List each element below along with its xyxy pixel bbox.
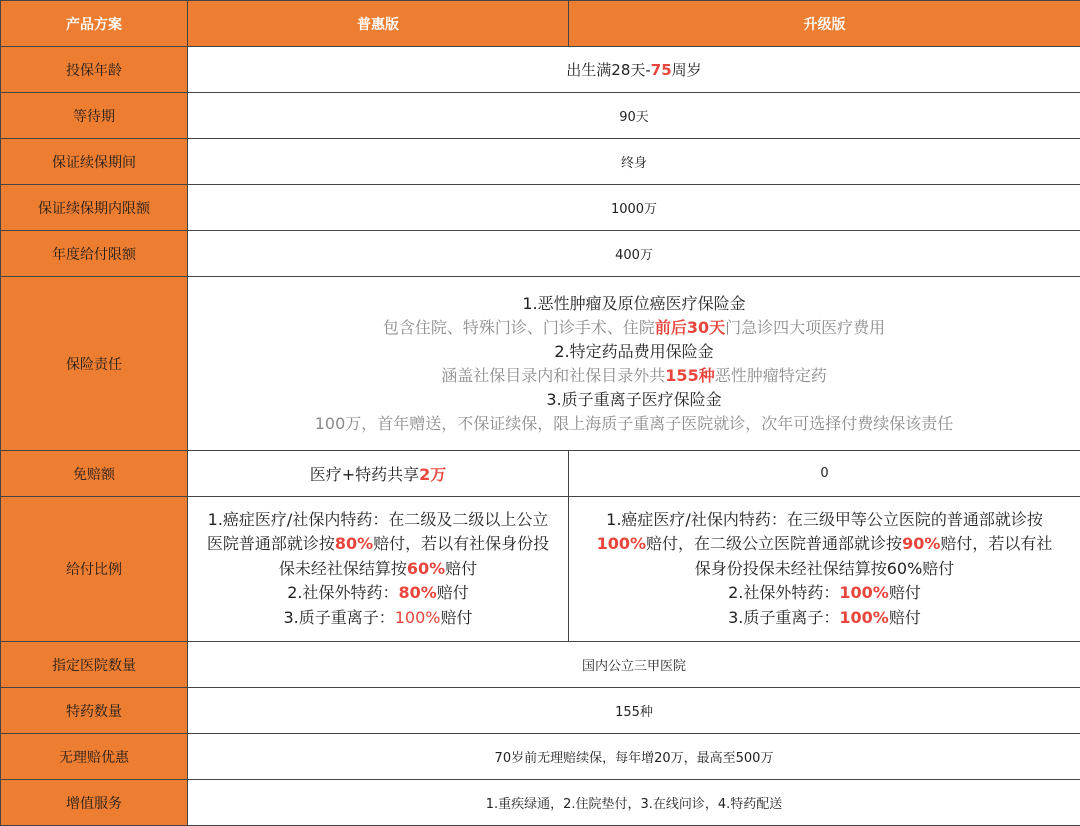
row-label-payout: 给付比例 (1, 497, 188, 642)
payout-upgrade-line5 (569, 606, 1080, 631)
coverage-item2-desc-post: 恶性肿瘤特定药 (715, 366, 827, 385)
row-age (1, 47, 1080, 93)
payout-basic-line5-highlight: 100% (395, 608, 441, 627)
payout-basic-line1: 1.癌症医疗/社保内特药：在二级及二级以上公立 (188, 508, 568, 533)
payout-basic-line3-highlight: 60% (407, 559, 445, 578)
coverage-item2-desc-pre: 涵盖社保目录内和社保目录外共 (441, 366, 665, 385)
row-label-renewal-limit: 保证续保期内限额 (1, 185, 188, 231)
coverage-item1-desc-post: 门急诊四大项医疗费用 (725, 318, 885, 337)
payout-basic-line2-highlight: 80% (335, 534, 373, 553)
deductible-basic-pre: 医疗+特药共享 (310, 465, 419, 484)
row-label-waiting: 等待期 (1, 93, 188, 139)
payout-upgrade-line2-highlight2: 90% (902, 534, 940, 553)
annual-limit-value: 400万 (188, 231, 1080, 277)
renewal-limit-value: 1000万 (188, 185, 1080, 231)
header-row (1, 1, 1080, 47)
deductible-upgrade: 0 (569, 451, 1080, 497)
row-payout (1, 497, 1080, 642)
payout-basic-line2-post: 赔付，若以有社保身份投 (373, 534, 549, 553)
row-label-annual-limit: 年度给付限额 (1, 231, 188, 277)
payout-basic-line4 (188, 581, 568, 606)
age-value-highlight: 75 (651, 61, 672, 79)
payout-upgrade (569, 497, 1080, 642)
row-drugs (1, 688, 1080, 734)
payout-upgrade-line5-highlight: 100% (839, 608, 888, 627)
row-annual-limit (1, 231, 1080, 277)
payout-upgrade-line1: 1.癌症医疗/社保内特药：在三级甲等公立医院的普通部就诊按 (569, 508, 1080, 533)
payout-upgrade-line5-pre: 3.质子重离子： (728, 608, 839, 627)
row-label-coverage: 保险责任 (1, 277, 188, 451)
payout-upgrade-line2-mid: 赔付，在二级公立医院普通部就诊按 (646, 534, 902, 553)
row-coverage (1, 277, 1080, 451)
row-label-age: 投保年龄 (1, 47, 188, 93)
no-claim-value: 70岁前无理赔续保，每年增20万，最高至500万 (188, 734, 1080, 780)
payout-basic (188, 497, 569, 642)
age-value-pre: 出生满28天- (566, 61, 651, 79)
renewal-value: 终身 (188, 139, 1080, 185)
coverage-item1-desc-pre: 包含住院、特殊门诊、门诊手术、住院 (383, 318, 655, 337)
payout-basic-line3-pre: 保未经社保结算按 (279, 559, 407, 578)
coverage-item2-desc-highlight: 155种 (665, 366, 714, 385)
header-plan-upgrade: 升级版 (569, 1, 1080, 47)
row-renewal-limit (1, 185, 1080, 231)
row-label-no-claim: 无理赔优惠 (1, 734, 188, 780)
payout-basic-line3 (188, 557, 568, 582)
payout-basic-line2-pre: 医院普通部就诊按 (207, 534, 335, 553)
payout-upgrade-line4-post: 赔付 (889, 583, 921, 602)
hospitals-value: 国内公立三甲医院 (188, 642, 1080, 688)
payout-basic-line2 (188, 532, 568, 557)
coverage-item1-title: 1.恶性肿瘤及原位癌医疗保险金 (188, 292, 1080, 316)
coverage-value (188, 277, 1080, 451)
payout-basic-line5 (188, 606, 568, 631)
row-label-renewal: 保证续保期间 (1, 139, 188, 185)
coverage-item1-desc (188, 316, 1080, 340)
payout-basic-line4-highlight: 80% (398, 583, 436, 602)
coverage-item2-desc (188, 364, 1080, 388)
payout-upgrade-line4 (569, 581, 1080, 606)
header-label: 产品方案 (1, 1, 188, 47)
row-hospitals (1, 642, 1080, 688)
waiting-value: 90天 (188, 93, 1080, 139)
coverage-item2-title: 2.特定药品费用保险金 (188, 340, 1080, 364)
services-value: 1.重疾绿通，2.住院垫付，3.在线问诊，4.特药配送 (188, 780, 1080, 826)
coverage-item3-desc: 100万，首年赠送，不保证续保，限上海质子重离子医院就诊，次年可选择付费续保该责任 (188, 412, 1080, 436)
row-waiting (1, 93, 1080, 139)
payout-basic-line4-pre: 2.社保外特药： (287, 583, 398, 602)
row-label-services: 增值服务 (1, 780, 188, 826)
coverage-item3-title: 3.质子重离子医疗保险金 (188, 388, 1080, 412)
age-value-post: 周岁 (672, 61, 702, 79)
row-no-claim (1, 734, 1080, 780)
payout-upgrade-line2 (569, 532, 1080, 557)
payout-basic-line4-post: 赔付 (437, 583, 469, 602)
deductible-basic-highlight: 2万 (419, 465, 446, 484)
payout-upgrade-line2-post: 赔付，若以有社 (940, 534, 1052, 553)
row-label-drugs: 特药数量 (1, 688, 188, 734)
payout-basic-line3-post: 赔付 (445, 559, 477, 578)
payout-upgrade-line2-highlight1: 100% (597, 534, 646, 553)
payout-upgrade-line4-pre: 2.社保外特药： (728, 583, 839, 602)
row-label-hospitals: 指定医院数量 (1, 642, 188, 688)
deductible-basic (188, 451, 569, 497)
row-renewal (1, 139, 1080, 185)
age-value (188, 47, 1080, 93)
row-services (1, 780, 1080, 826)
payout-basic-line5-pre: 3.质子重离子： (283, 608, 394, 627)
payout-upgrade-line4-highlight: 100% (839, 583, 888, 602)
header-plan-basic: 普惠版 (188, 1, 569, 47)
row-label-deductible: 免赔额 (1, 451, 188, 497)
drugs-value: 155种 (188, 688, 1080, 734)
payout-upgrade-line3: 保身份投保未经社保结算按60%赔付 (569, 557, 1080, 582)
payout-basic-line5-post: 赔付 (441, 608, 473, 627)
row-deductible (1, 451, 1080, 497)
payout-upgrade-line5-post: 赔付 (889, 608, 921, 627)
coverage-item1-desc-highlight: 前后30天 (655, 318, 725, 337)
